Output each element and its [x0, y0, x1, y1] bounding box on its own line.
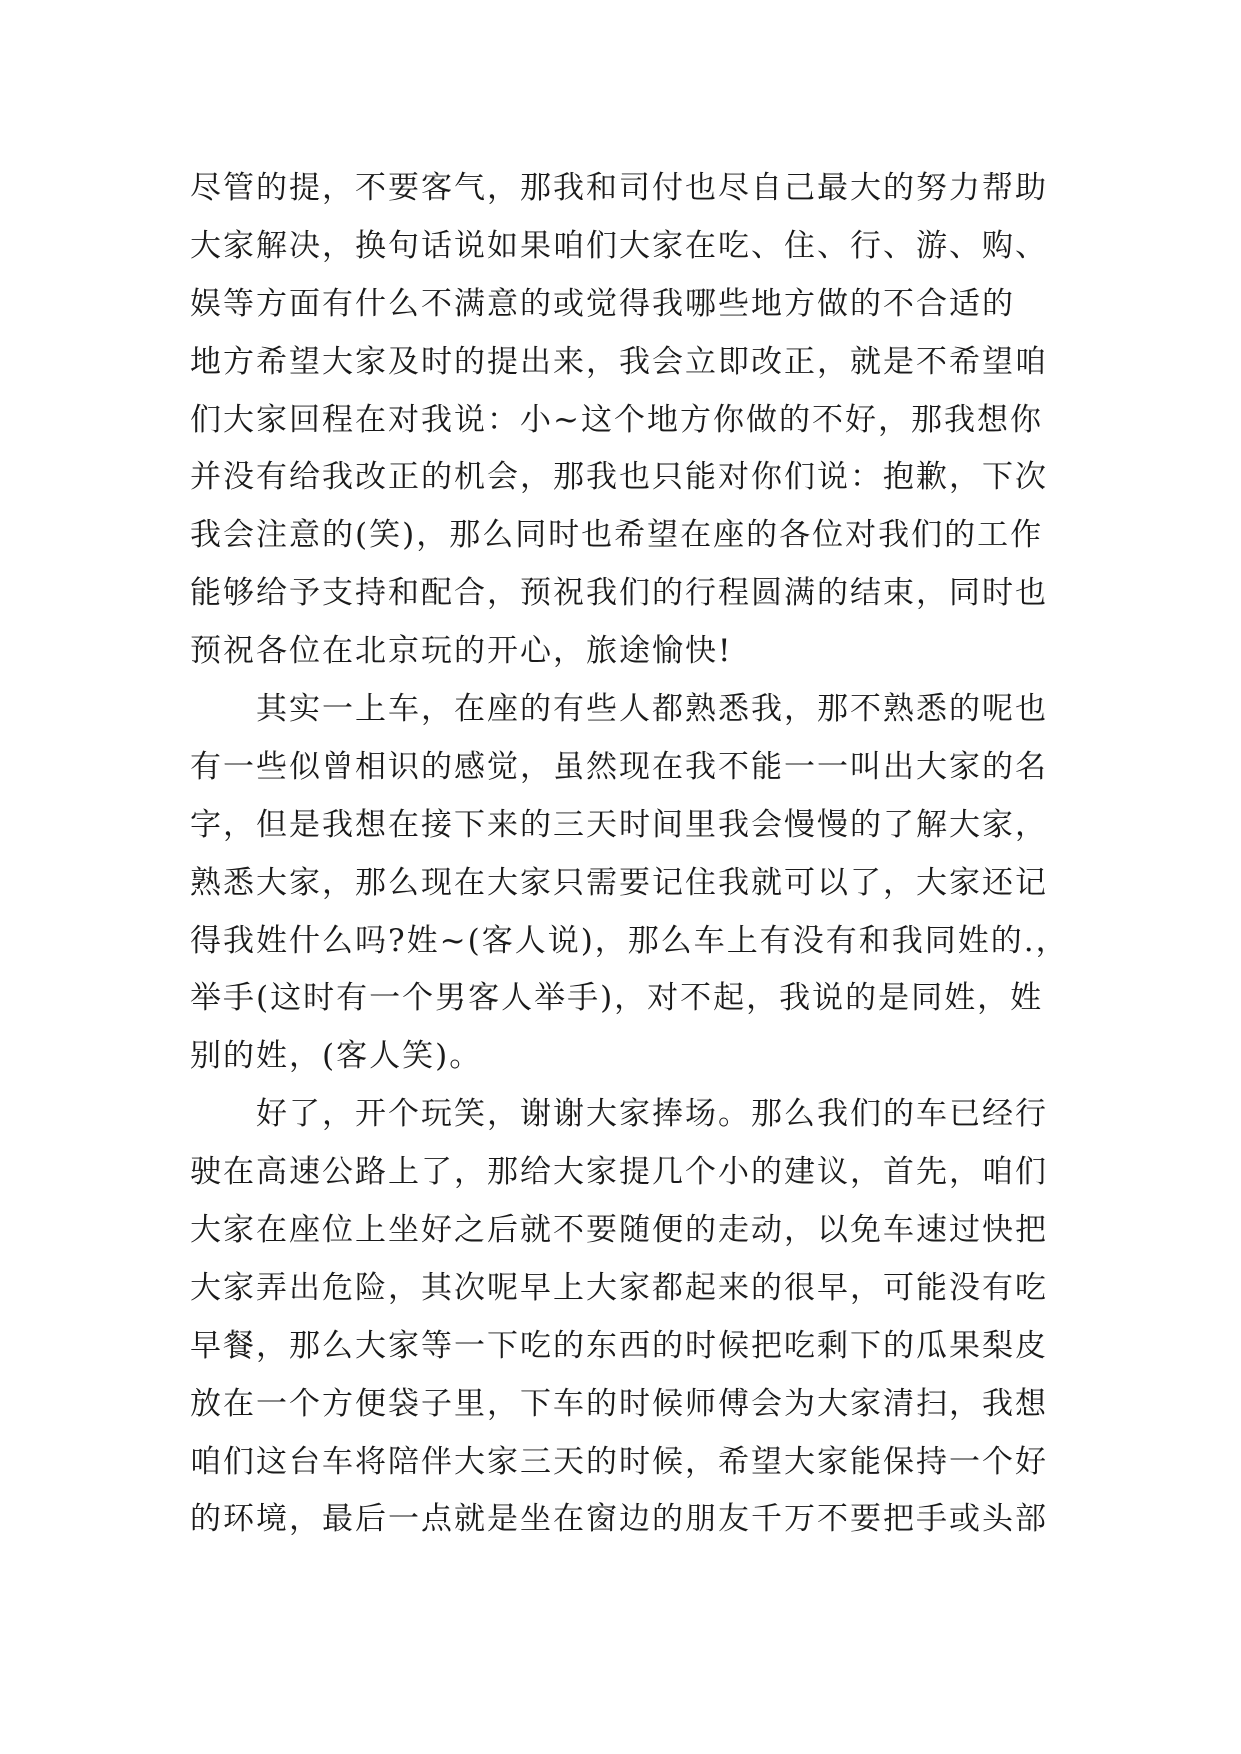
- text-line: 们大家回程在对我说：小~这个地方你做的不好，那我想你: [190, 401, 1043, 438]
- paragraph-start-line: 好了，开个玩笑，谢谢大家捧场。那么我们的车已经行: [256, 1096, 1048, 1133]
- text-line: 字，但是我想在接下来的三天时间里我会慢慢的了解大家，: [190, 806, 1048, 843]
- text-line: 大家在座位上坐好之后就不要随便的走动，以免车速过快把: [190, 1212, 1048, 1249]
- body-text: [190, 160, 1070, 1549]
- text-line: 放在一个方便袋子里，下车的时候师傅会为大家清扫，我想: [190, 1385, 1048, 1422]
- paragraph-start-line: 其实一上车，在座的有些人都熟悉我，那不熟悉的呢也: [256, 691, 1048, 728]
- text-line: 尽管的提，不要客气，那我和司付也尽自己最大的努力帮助: [190, 170, 1048, 206]
- text-line: 大家解决，换句话说如果咱们大家在吃、住、行、游、购、: [190, 227, 1048, 264]
- text-line: 得我姓什么吗?姓~(客人说)，那么车上有没有和我同姓的.，: [190, 922, 1069, 959]
- text-line: 能够给予支持和配合，预祝我们的行程圆满的结束，同时也: [190, 575, 1048, 612]
- text-line: 咱们这台车将陪伴大家三天的时候，希望大家能保持一个好: [190, 1443, 1048, 1480]
- text-line: 驶在高速公路上了，那给大家提几个小的建议，首先，咱们: [190, 1154, 1048, 1191]
- text-line: 并没有给我改正的机会，那我也只能对你们说：抱歉，下次: [190, 459, 1048, 496]
- text-line: 别的姓，(客人笑)。: [190, 1038, 483, 1075]
- text-line: 举手(这时有一个男客人举手)，对不起，我说的是同姓，姓: [190, 980, 1044, 1017]
- text-line: 我会注意的(笑)，那么同时也希望在座的各位对我们的工作: [190, 517, 1044, 554]
- text-line: 预祝各位在北京玩的开心，旅途愉快!: [190, 633, 733, 670]
- text-line: 熟悉大家，那么现在大家只需要记住我就可以了，大家还记: [190, 864, 1048, 901]
- text-line: 有一些似曾相识的感觉，虽然现在我不能一一叫出大家的名: [190, 748, 1048, 785]
- text-line: 的环境，最后一点就是坐在窗边的朋友千万不要把手或头部: [190, 1501, 1048, 1538]
- text-line: 地方希望大家及时的提出来，我会立即改正，就是不希望咱: [190, 343, 1048, 380]
- text-line: 大家弄出危险，其次呢早上大家都起来的很早，可能没有吃: [190, 1269, 1048, 1306]
- text-line: 早餐，那么大家等一下吃的东西的时候把吃剩下的瓜果梨皮: [190, 1327, 1048, 1364]
- text-line: 娱等方面有什么不满意的或觉得我哪些地方做的不合适的: [190, 285, 1015, 322]
